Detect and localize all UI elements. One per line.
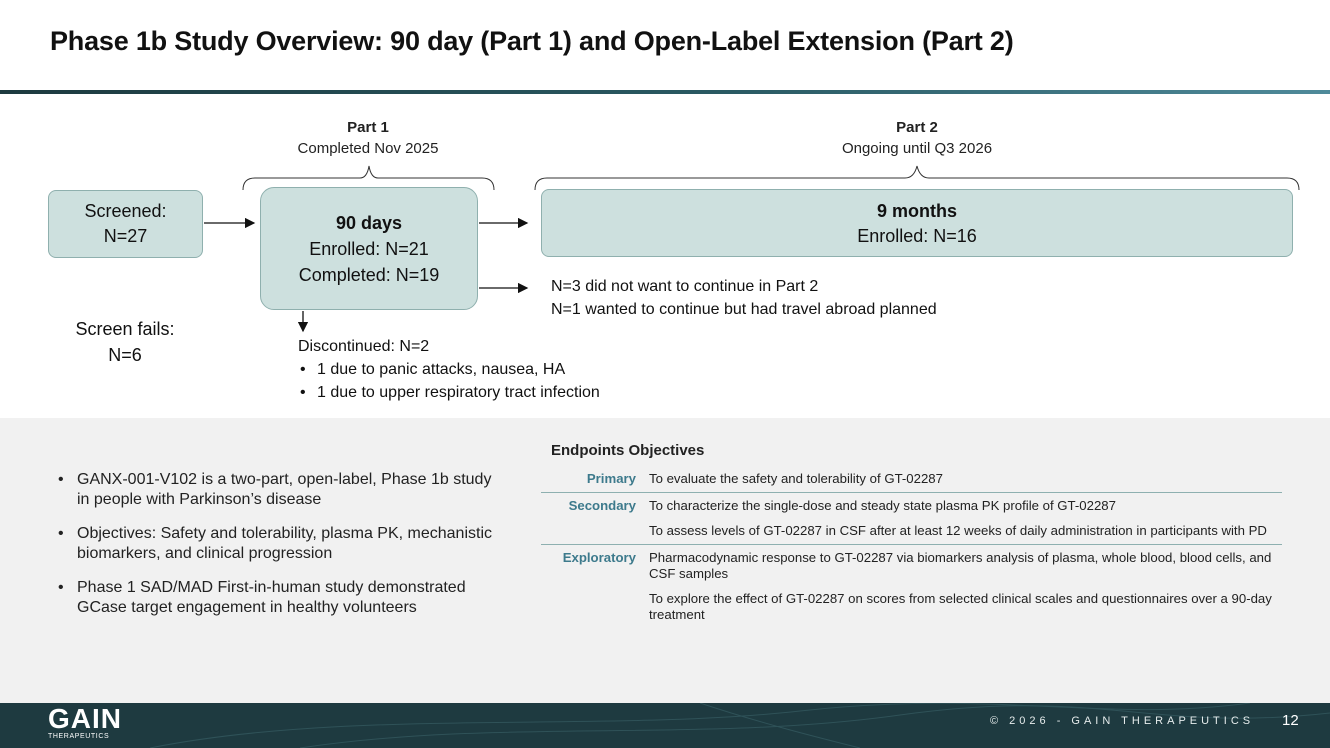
footer-bar: [0, 703, 1330, 748]
endpoint-item: Pharmacodynamic response to GT-02287 via biomarkers analysis of plasma, whole blood, blood cells, and CSF samples: [649, 550, 1272, 581]
endpoints-table: [541, 466, 1282, 628]
screen-fails-value: N=6: [108, 345, 142, 365]
endpoint-label: Exploratory: [562, 550, 636, 565]
page-number: 12: [1282, 712, 1299, 729]
logo-wordmark: GAIN: [48, 703, 122, 734]
endpoint-description: [649, 550, 1282, 623]
endpoint-label: Primary: [586, 471, 636, 486]
part1-enrolled: Enrolled: N=21: [309, 239, 429, 259]
part2-duration: 9 months: [876, 201, 957, 221]
summary-bullet: • Phase 1 SAD/MAD First-in-human study demonstrated GCase target engagement in healthy volunteers: [58, 578, 498, 618]
part1-completed: Completed: N=19: [298, 265, 440, 285]
discontinued-label: Discontinued: N=2: [298, 338, 430, 355]
summary-bullet: • GANX-001-V102 is a two-part, open-label, Phase 1b study in people with Parkinson’s disease: [58, 470, 498, 510]
part1-duration: 90 days: [335, 213, 403, 233]
logo-subtitle: THERAPEUTICS: [48, 733, 110, 740]
part2-enrolled: Enrolled: N=16: [857, 226, 977, 246]
endpoint-label: Secondary: [568, 498, 636, 513]
not-continued-notes: [551, 275, 937, 321]
not-continued-line: N=1 wanted to continue but had travel abroad planned: [551, 301, 937, 318]
part2-brace: [535, 166, 1299, 190]
screened-value: N=27: [103, 226, 148, 246]
gain-logo: [48, 705, 122, 740]
screen-fails: [55, 316, 195, 368]
part1-label: Part 1: [347, 119, 389, 136]
not-continued-line: N=3 did not want to continue in Part 2: [551, 278, 819, 295]
part1-box: [260, 187, 478, 310]
endpoint-item: To evaluate the safety and tolerability of GT-02287: [649, 471, 943, 486]
part2-label: Part 2: [896, 119, 938, 136]
endpoint-item: To assess levels of GT-02287 in CSF after at least 12 weeks of daily administration in participants with PD: [649, 523, 1267, 538]
discontinued-reason: • 1 due to panic attacks, nausea, HA: [298, 358, 600, 381]
page-title: Phase 1b Study Overview: 90 day (Part 1) and Open-Label Extension (Part 2): [50, 26, 1014, 56]
endpoint-description: [649, 498, 1282, 539]
part2-status: Ongoing until Q3 2026: [841, 140, 993, 157]
endpoint-description: [649, 471, 1282, 487]
discontinued-reason: • 1 due to upper respiratory tract infection: [298, 381, 600, 404]
endpoint-row-primary: [541, 466, 1282, 492]
endpoint-item: To explore the effect of GT-02287 on scores from selected clinical scales and questionnaires over a 90-day treatment: [649, 591, 1272, 622]
screen-fails-label: Screen fails:: [75, 319, 175, 339]
summary-bullet: • Objectives: Safety and tolerability, plasma PK, mechanistic biomarkers, and clinical progression: [58, 524, 498, 564]
endpoint-row-exploratory: [541, 544, 1282, 628]
copyright-text: © 2026 - GAIN THERAPEUTICS: [990, 715, 1255, 727]
endpoint-row-secondary: [541, 492, 1282, 544]
screened-label: Screened:: [84, 201, 167, 221]
summary-bullets: [58, 470, 498, 632]
endpoint-item: To characterize the single-dose and steady state plasma PK profile of GT-02287: [649, 498, 1116, 513]
part1-status: Completed Nov 2025: [297, 140, 439, 157]
part2-box: [541, 189, 1293, 257]
endpoints-header: Endpoints Objectives: [551, 442, 705, 459]
discontinued-notes: [298, 335, 600, 404]
screened-box: [48, 190, 203, 258]
